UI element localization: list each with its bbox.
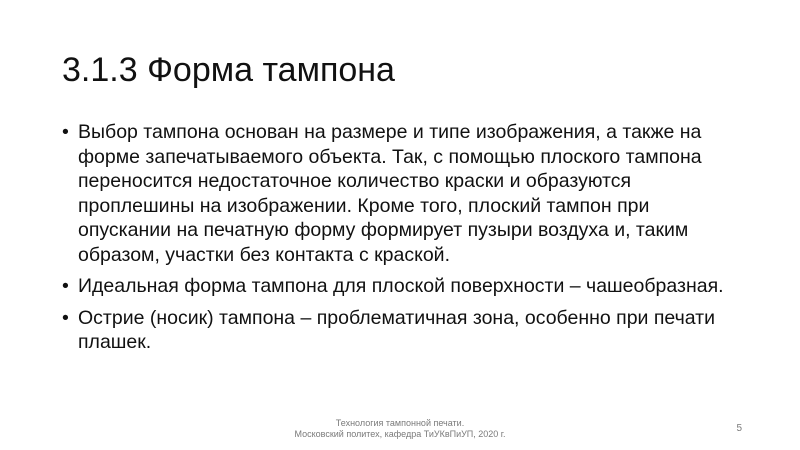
footer-line: Московский политех, кафедра ТиУКвПиУП, 2020 г.	[294, 429, 506, 439]
bullet-marker: •	[62, 275, 69, 297]
bullet-text: Острие (носик) тампона – проблематичная зона, особенно при печати плашек.	[78, 306, 716, 353]
bullet-text: Идеальная форма тампона для плоской поверхности – чашеобразная.	[78, 275, 724, 297]
footer-line: Технология тампонной печати.	[335, 418, 465, 428]
bullet-list	[62, 120, 742, 362]
bullet-text: Выбор тампона основан на размере и типе изображения, а также на форме запечатываемого объекта. Так, с помощью плоского тампона переносится недостаточное количество краски и образуются проплешины на изображении. Кроме того, плоский тампон при опускании на печатную форму формирует пузыри воздуха и, таким образом, участки без контакта с краской.	[78, 121, 702, 266]
bullet-item	[62, 120, 742, 267]
bullet-item	[62, 306, 742, 355]
slide-title: 3.1.3 Форма тампона	[62, 51, 395, 89]
bullet-marker: •	[62, 121, 69, 143]
page-number: 5	[736, 423, 742, 434]
bullet-marker: •	[62, 306, 69, 329]
bullet-item	[62, 274, 742, 299]
slide-footer	[240, 418, 560, 440]
